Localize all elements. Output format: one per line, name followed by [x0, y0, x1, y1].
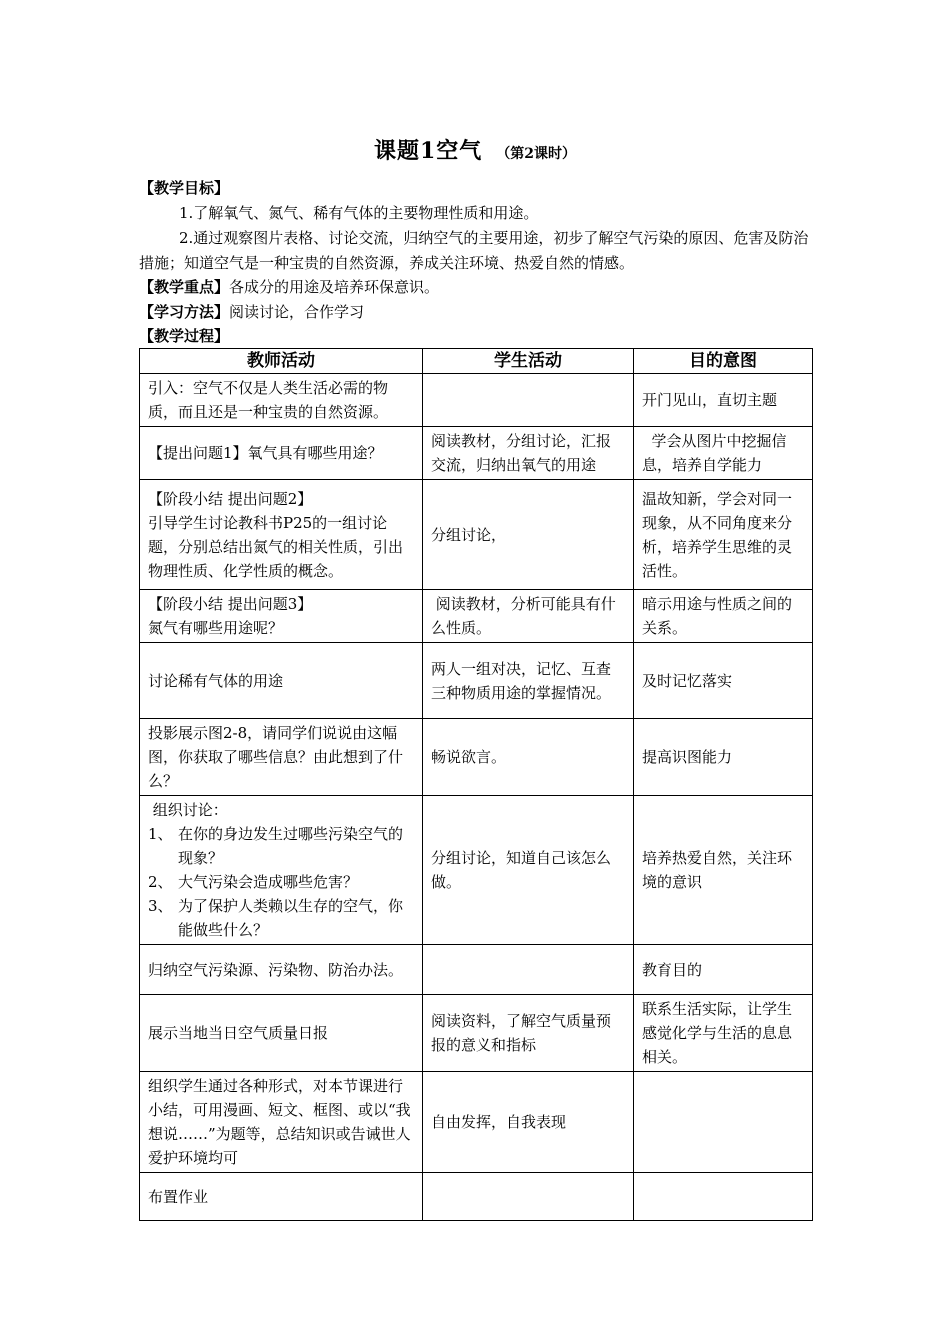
table-row: [140, 480, 813, 590]
purpose-cell: 及时记忆落实: [634, 643, 813, 719]
teacher-cell: 布置作业: [140, 1173, 423, 1221]
table-row: [140, 1072, 813, 1173]
student-cell: 分组讨论，知道自己该怎么做。: [423, 796, 634, 945]
list-item: 2、 大气污染会造成哪些危害？: [148, 873, 359, 891]
teacher-cell: [140, 796, 423, 945]
teaching-process-table: [139, 348, 813, 1221]
teacher-cell: 组织学生通过各种形式，对本节课进行小结，可用漫画、短文、框图、或以“我想说……”为题等，总结知识或告诫世人爱护环境均可: [140, 1072, 423, 1173]
teacher-cell-body: 氮气有哪些用途呢？: [148, 619, 284, 637]
method-label: 【学习方法】: [139, 303, 230, 321]
student-cell: 阅读教材，分组讨论，汇报交流，归纳出氧气的用途: [423, 427, 634, 480]
list-item: 3、 为了保护人类赖以生存的空气，你能做些什么？: [148, 897, 404, 939]
table-row: [140, 427, 813, 480]
purpose-cell: [634, 1072, 813, 1173]
teacher-cell: [140, 480, 423, 590]
table-row: [140, 945, 813, 995]
table-row: [140, 1173, 813, 1221]
teacher-cell: 【提出问题1】氧气具有哪些用途？: [140, 427, 423, 480]
student-cell: 两人一组对决，记忆、互查三种物质用途的掌握情况。: [423, 643, 634, 719]
table-row: [140, 374, 813, 427]
purpose-cell: [634, 1173, 813, 1221]
student-cell: 阅读资料，了解空气质量预报的意义和指标: [423, 995, 634, 1072]
list-item: 1、 在你的身边发生过哪些污染空气的现象？: [148, 825, 404, 867]
table-row: [140, 719, 813, 796]
student-cell: [423, 1173, 634, 1221]
table-header-row: [140, 349, 813, 374]
title-main: 课题1空气: [373, 138, 483, 164]
purpose-cell: 联系生活实际，让学生感觉化学与生活的息息相关。: [634, 995, 813, 1072]
teacher-cell: 引入：空气不仅是人类生活必需的物质，而且还是一种宝贵的自然资源。: [140, 374, 423, 427]
table-row: [140, 796, 813, 945]
lesson-title: [0, 134, 950, 165]
teacher-cell: 讨论稀有气体的用途: [140, 643, 423, 719]
teacher-cell: 投影展示图2-8，请同学们说说由这幅图，你获取了哪些信息？由此想到了什么？: [140, 719, 423, 796]
discussion-heading: 组织讨论：: [148, 801, 228, 819]
teacher-cell: 展示当地当日空气质量日报: [140, 995, 423, 1072]
teacher-cell: [140, 590, 423, 643]
process-heading: 【教学过程】: [139, 327, 230, 345]
method-text: 阅读讨论，合作学习: [229, 303, 365, 321]
student-cell: 分组讨论，: [423, 480, 634, 590]
header-purpose: 目的意图: [634, 349, 813, 374]
method-line: [139, 300, 819, 325]
purpose-cell: 开门见山，直切主题: [634, 374, 813, 427]
student-cell: 自由发挥，自我表现: [423, 1072, 634, 1173]
focus-line: [139, 275, 819, 300]
objective-1: 1.了解氧气、氮气、稀有气体的主要物理性质和用途。: [179, 204, 539, 222]
header-student: 学生活动: [423, 349, 634, 374]
purpose-cell: 教育目的: [634, 945, 813, 995]
purpose-cell: 提高识图能力: [634, 719, 813, 796]
teacher-cell-heading: 【阶段小结 提出问题3】: [148, 595, 313, 613]
teacher-cell-body: 引导学生讨论教科书P25的一组讨论题，分别总结出氮气的相关性质，引出物理性质、化学性质的概念。: [148, 513, 404, 580]
teacher-cell: 归纳空气污染源、污染物、防治办法。: [140, 945, 423, 995]
student-cell: [423, 374, 634, 427]
objective-2: 2.通过观察图片表格、讨论交流，归纳空气的主要用途，初步了解空气污染的原因、危害及防治措施；知道空气是一种宝贵的自然资源，养成关注环境、热爱自然的情感。: [139, 229, 809, 272]
focus-text: 各成分的用途及培养环保意识。: [229, 278, 440, 296]
header-teacher: 教师活动: [140, 349, 423, 374]
student-cell: 阅读教材，分析可能具有什么性质。: [423, 590, 634, 643]
focus-label: 【教学重点】: [139, 278, 230, 296]
purpose-cell: 学会从图片中挖掘信息，培养自学能力: [634, 427, 813, 480]
table-row: [140, 995, 813, 1072]
purpose-cell: 温故知新，学会对同一现象，从不同角度来分析，培养学生思维的灵活性。: [634, 480, 813, 590]
discussion-list: [148, 822, 414, 942]
purpose-cell: 暗示用途与性质之间的关系。: [634, 590, 813, 643]
objectives-heading: 【教学目标】: [139, 179, 230, 197]
table-row: [140, 643, 813, 719]
teacher-cell-heading: 【阶段小结 提出问题2】: [148, 489, 313, 508]
title-subtitle: （第2课时）: [496, 146, 577, 162]
student-cell: 畅说欲言。: [423, 719, 634, 796]
purpose-cell: 培养热爱自然，关注环境的意识: [634, 796, 813, 945]
table-row: [140, 590, 813, 643]
student-cell: [423, 945, 634, 995]
